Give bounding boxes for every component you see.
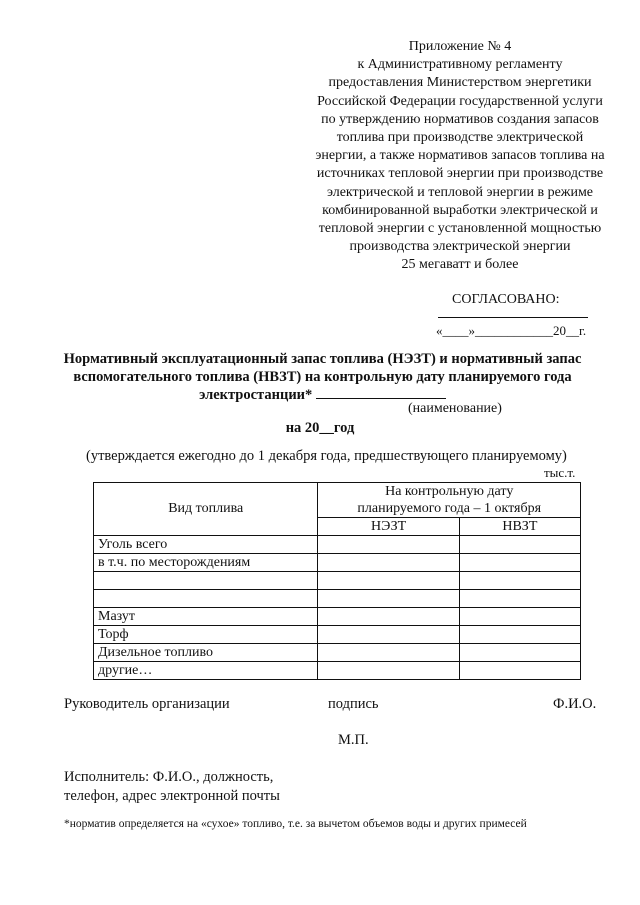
nvzt-cell: [459, 590, 580, 608]
appendix-line: 25 мегаватт и более: [401, 257, 519, 273]
station-name-caption: (наименование): [408, 401, 502, 416]
appendix-line: тепловой энергии с установленной мощностью: [318, 221, 602, 237]
nvzt-cell: [459, 644, 580, 662]
planning-year: на 20__год: [285, 420, 355, 436]
title-line: Нормативный эксплуатационный запас топлива (НЭЗТ) и нормативный запас: [63, 351, 582, 367]
appendix-header: [290, 38, 630, 275]
table-row: [94, 554, 581, 572]
fuel-type-cell: другие…: [94, 662, 318, 680]
header-control-date-line: На контрольную дату: [385, 484, 514, 499]
nvzt-cell: [459, 662, 580, 680]
executor-line: Исполнитель: Ф.И.О., должность,: [64, 769, 274, 785]
document-title: [40, 350, 605, 404]
nezt-cell: [318, 644, 459, 662]
agreed-signature-line: [438, 317, 588, 318]
executor-block: [64, 768, 280, 806]
agreed-date: «____»____________20__г.: [436, 323, 587, 338]
fuel-type-cell: [94, 572, 318, 590]
title-line: вспомогательного топлива (НВЗТ) на контрольную дату планируемого года: [73, 369, 572, 385]
nezt-cell: [318, 536, 459, 554]
header-fuel-type: Вид топлива: [94, 483, 318, 536]
appendix-line: комбинированной выработки электрической и: [322, 202, 598, 218]
fuel-type-cell: [94, 590, 318, 608]
stamp-place: М.П.: [338, 732, 369, 748]
appendix-line: Приложение № 4: [408, 39, 512, 54]
nvzt-cell: [459, 536, 580, 554]
title-station-label: электростанции*: [199, 387, 313, 403]
nezt-cell: [318, 554, 459, 572]
appendix-line: энергии, а также нормативов запасов топлива на: [315, 148, 605, 164]
fuel-type-cell: Торф: [94, 626, 318, 644]
table-row: [94, 590, 581, 608]
nezt-cell: [318, 662, 459, 680]
appendix-line: электрической и тепловой энергии в режиме: [326, 184, 594, 200]
agreed-label: СОГЛАСОВАНО:: [452, 292, 560, 307]
table-row: [94, 536, 581, 554]
signature-head: Руководитель организации: [64, 696, 230, 712]
appendix-line: источниках тепловой энергии при производстве: [316, 166, 604, 182]
table-row: [94, 572, 581, 590]
unit-label: тыс.т.: [544, 465, 576, 480]
nezt-cell: [318, 590, 459, 608]
table-row: [94, 608, 581, 626]
appendix-line: Российской Федерации государственной услуги: [317, 93, 603, 109]
nvzt-cell: [459, 554, 580, 572]
nezt-cell: [318, 608, 459, 626]
fuel-type-cell: Уголь всего: [94, 536, 318, 554]
fuel-type-cell: в т.ч. по месторождениям: [94, 554, 318, 572]
fuel-type-cell: Мазут: [94, 608, 318, 626]
header-nvzt: НВЗТ: [459, 518, 580, 536]
appendix-line: топлива при производстве электрической: [336, 130, 584, 146]
nezt-cell: [318, 572, 459, 590]
footnote: *норматив определяется на «сухое» топливо, т.е. за вычетом объемов воды и других примесей: [64, 818, 527, 830]
nvzt-cell: [459, 608, 580, 626]
signature-sign: подпись: [328, 696, 379, 712]
nvzt-cell: [459, 626, 580, 644]
executor-line: телефон, адрес электронной почты: [64, 788, 280, 804]
approval-note: (утверждается ежегодно до 1 декабря года, предшествующего планируемому): [86, 448, 567, 464]
station-name-blank: [316, 386, 446, 399]
table-row: [94, 644, 581, 662]
appendix-line: предоставления Министерством энергетики: [328, 75, 592, 91]
appendix-line: по утверждению нормативов создания запасов: [321, 111, 599, 127]
title-line-station: [40, 386, 605, 404]
header-nezt: НЭЗТ: [318, 518, 459, 536]
table-row: [94, 662, 581, 680]
fuel-reserve-table: [93, 482, 581, 680]
appendix-line: к Административному регламенту: [357, 57, 563, 73]
header-control-date: [318, 483, 581, 518]
fuel-type-cell: Дизельное топливо: [94, 644, 318, 662]
appendix-line: производства электрической энергии: [349, 239, 571, 255]
nvzt-cell: [459, 572, 580, 590]
header-control-date-line: планируемого года – 1 октября: [357, 501, 542, 516]
signature-fio: Ф.И.О.: [553, 696, 597, 712]
nezt-cell: [318, 626, 459, 644]
table-row: [94, 626, 581, 644]
